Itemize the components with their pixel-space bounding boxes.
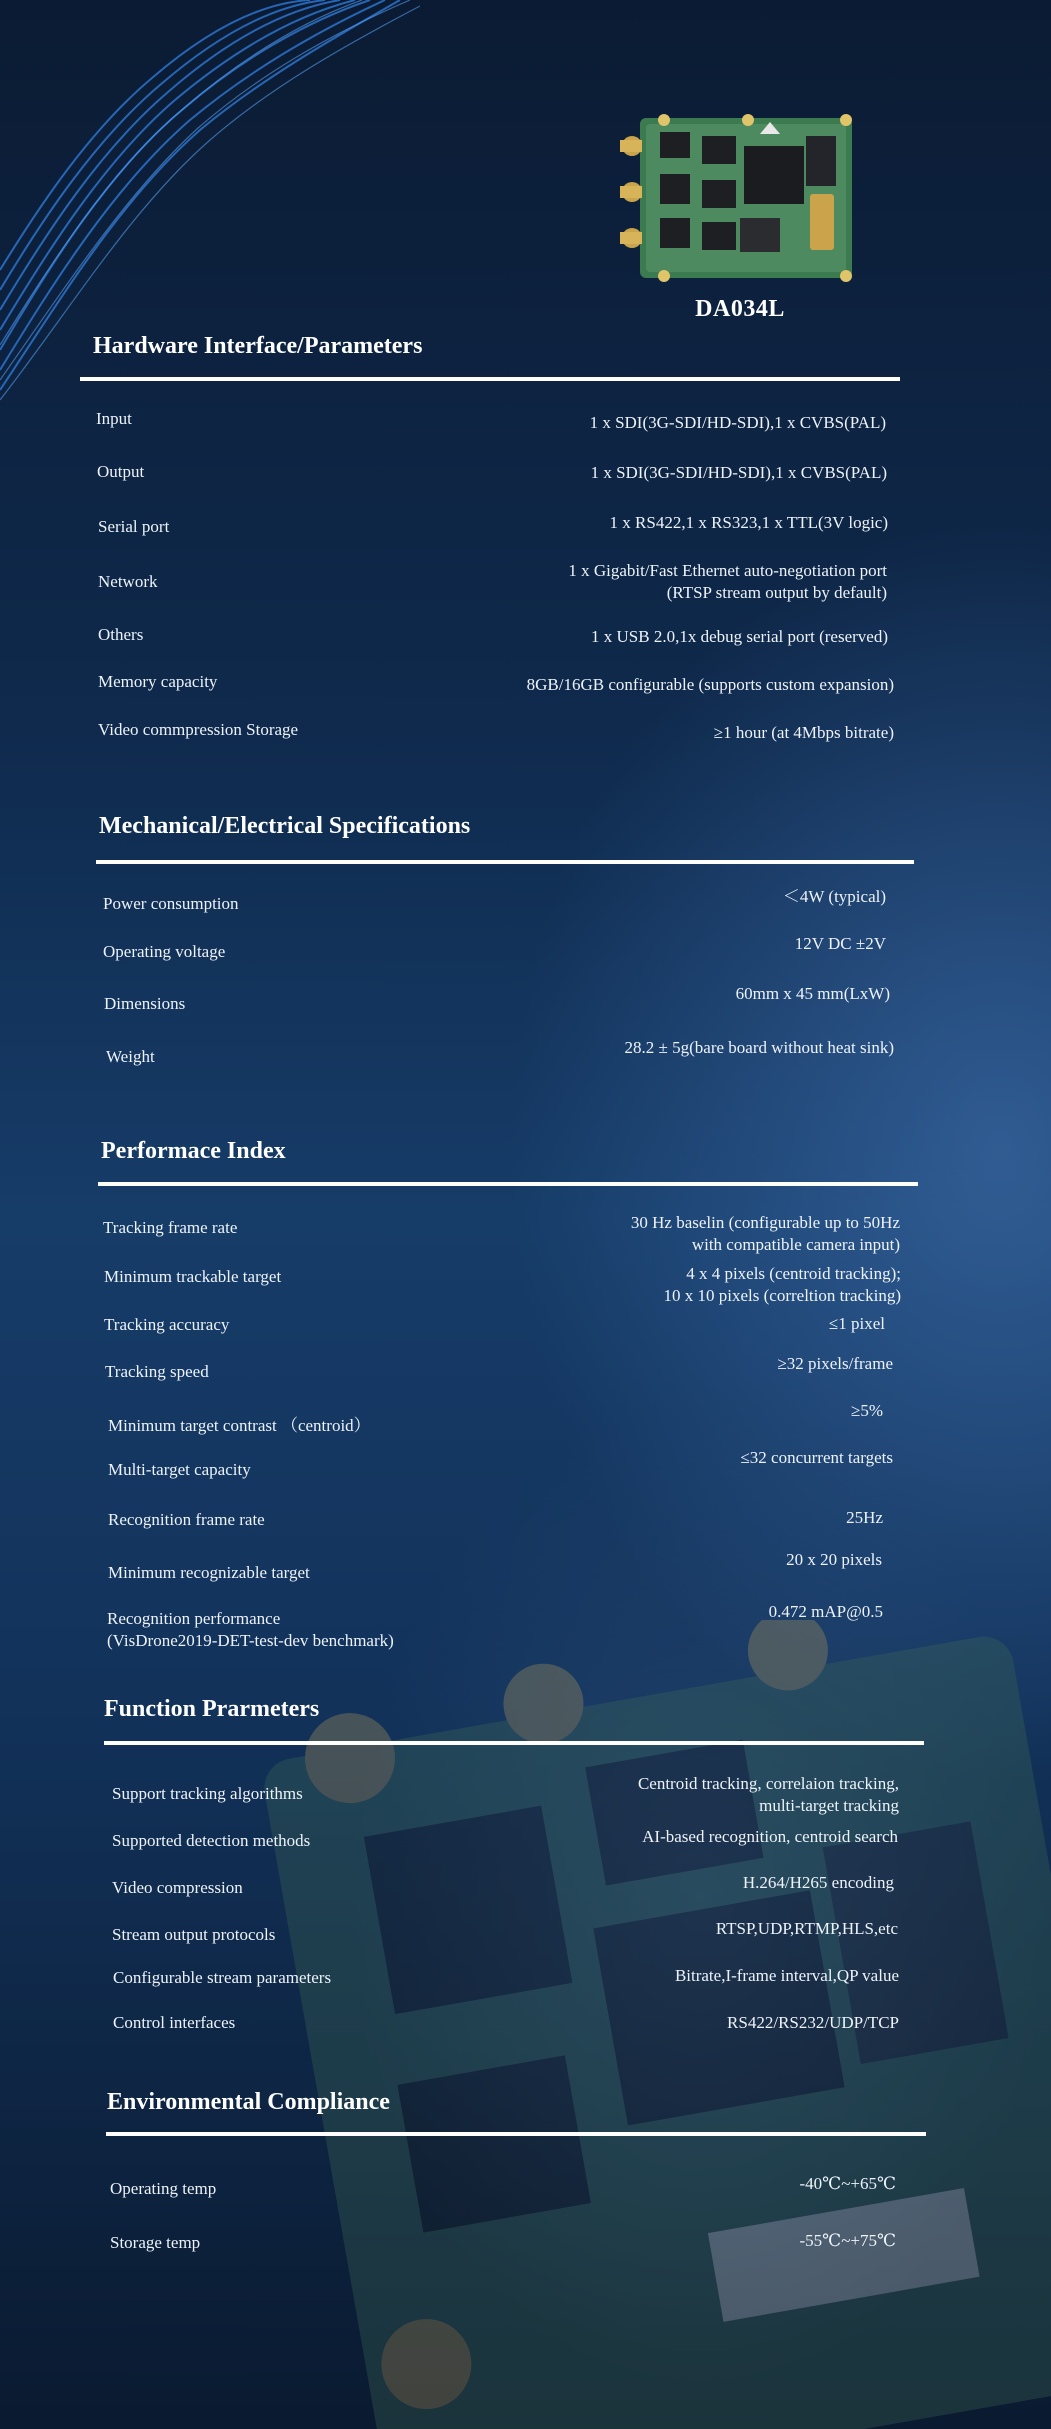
spec-value: 1 x Gigabit/Fast Ethernet auto-negotiation port (RTSP stream output by default) (568, 561, 887, 602)
spec-label: Minimum target contrast （centroid） (108, 1416, 371, 1435)
spec-value: 1 x SDI(3G-SDI/HD-SDI),1 x CVBS(PAL) (590, 463, 887, 482)
spec-value: 1 x SDI(3G-SDI/HD-SDI),1 x CVBS(PAL) (589, 413, 886, 432)
spec-label: Dimensions (104, 994, 186, 1013)
spec-value: 60mm x 45 mm(LxW) (735, 984, 890, 1003)
section-title-function: Function Prarmeters (104, 1696, 320, 1722)
spec-value: H.264/H265 encoding (742, 1873, 894, 1892)
spec-value: 28.2 ± 5g(bare board without heat sink) (624, 1038, 894, 1057)
spec-value: -40℃~+65℃ (799, 2174, 896, 2193)
spec-value: 0.472 mAP@0.5 (768, 1602, 883, 1621)
spec-label: Tracking frame rate (103, 1218, 238, 1237)
spec-value: 1 x USB 2.0,1x debug serial port (reserved) (591, 627, 888, 646)
section-divider (106, 2132, 926, 2136)
section-divider (80, 377, 900, 381)
spec-value: 25Hz (846, 1508, 883, 1527)
spec-value: -55℃~+75℃ (799, 2231, 896, 2250)
spec-label: Tracking accuracy (104, 1315, 230, 1334)
spec-value: ＜4W (typical) (782, 887, 886, 906)
spec-value: ≥1 hour (at 4Mbps bitrate) (713, 723, 894, 742)
spec-value: Centroid tracking, correlaion tracking, multi-target tracking (637, 1774, 899, 1815)
spec-label: Video compression (112, 1878, 243, 1897)
spec-value: Bitrate,I-frame interval,QP value (674, 1966, 899, 1985)
spec-value: ≥5% (851, 1401, 883, 1420)
spec-value: RTSP,UDP,RTMP,HLS,etc (715, 1919, 898, 1938)
spec-label: Minimum trackable target (104, 1267, 282, 1286)
spec-label: Storage temp (110, 2233, 201, 2252)
spec-label: Operating temp (110, 2179, 217, 2198)
section-divider (104, 1741, 924, 1745)
spec-label: Support tracking algorithms (112, 1784, 303, 1803)
spec-value: 4 x 4 pixels (centroid tracking); 10 x 10 pixels (correltion tracking) (663, 1264, 901, 1305)
section-divider (98, 1182, 918, 1186)
spec-label: Weight (106, 1047, 155, 1066)
spec-label: Others (98, 625, 144, 644)
spec-value: RS422/RS232/UDP/TCP (727, 2013, 899, 2032)
section-title-performance: Performace Index (101, 1138, 286, 1164)
spec-label: Multi-target capacity (108, 1460, 251, 1479)
section-title-mechanical: Mechanical/Electrical Specifications (99, 813, 471, 839)
spec-label: Input (96, 409, 132, 428)
spec-label: Minimum recognizable target (108, 1563, 310, 1582)
spec-value: AI-based recognition, centroid search (642, 1827, 898, 1846)
spec-value: ≤1 pixel (828, 1314, 885, 1333)
spec-label: Recognition performance (VisDrone2019-DET-test-dev benchmark) (107, 1609, 394, 1650)
spec-value: 1 x RS422,1 x RS323,1 x TTL(3V logic) (609, 513, 888, 532)
spec-label: Serial port (98, 517, 170, 536)
spec-value: ≤32 concurrent targets (740, 1448, 893, 1467)
spec-label: Operating voltage (103, 942, 226, 961)
spec-value: 12V DC ±2V (794, 934, 886, 953)
spec-value: ≥32 pixels/frame (777, 1354, 893, 1373)
spec-label: Network (98, 572, 158, 591)
section-title-environment: Environmental Compliance (107, 2089, 390, 2115)
spec-label: Video commpression Storage (98, 720, 299, 739)
section-title-hardware: Hardware Interface/Parameters (93, 333, 423, 359)
spec-label: Control interfaces (113, 2013, 236, 2032)
spec-label: Power consumption (103, 894, 239, 913)
product-model-name: DA034L (695, 296, 785, 322)
spec-label: Tracking speed (105, 1362, 209, 1381)
spec-value: 8GB/16GB configurable (supports custom expansion) (526, 675, 894, 694)
product-board-image (620, 110, 860, 285)
spec-label: Supported detection methods (112, 1831, 311, 1850)
section-divider (96, 860, 914, 864)
spec-value: 30 Hz baselin (configurable up to 50Hz with compatible camera input) (630, 1213, 900, 1254)
spec-label: Recognition frame rate (108, 1510, 265, 1529)
spec-label: Memory capacity (98, 672, 218, 691)
spec-label: Configurable stream parameters (113, 1968, 332, 1987)
spec-label: Output (97, 462, 145, 481)
spec-label: Stream output protocols (112, 1925, 276, 1944)
spec-value: 20 x 20 pixels (786, 1550, 882, 1569)
